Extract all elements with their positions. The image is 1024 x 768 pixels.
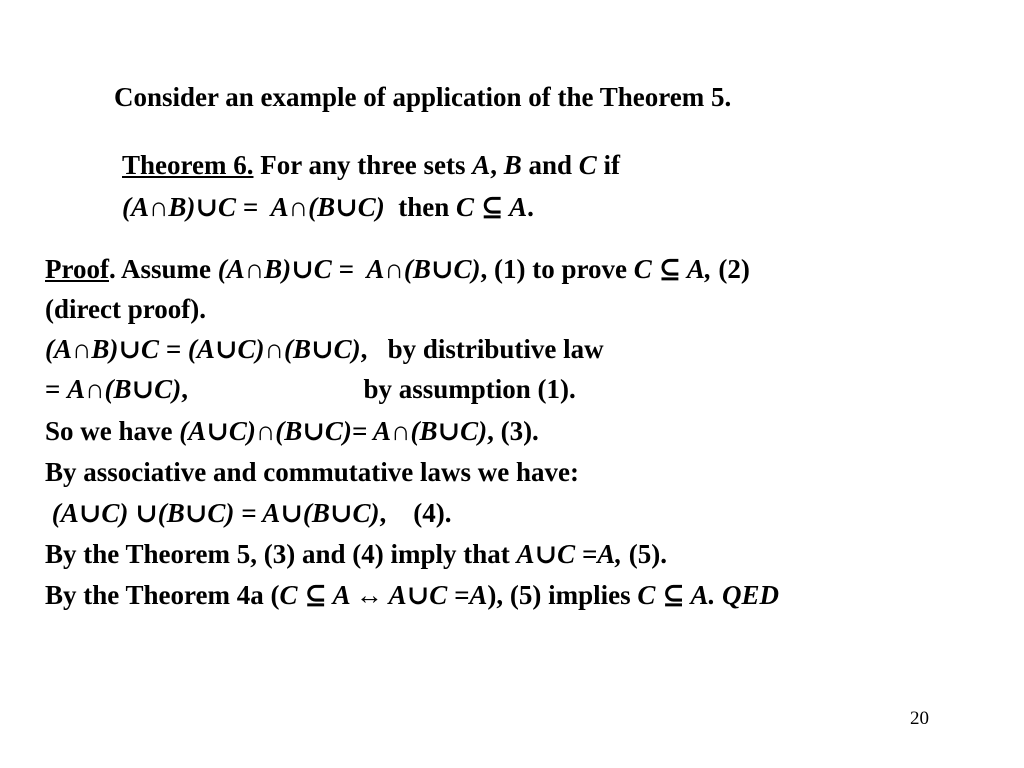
formula: (A∪C)∩(B∪C)= A∩(B∪C) (179, 416, 488, 446)
theorem-label: Theorem 6. (122, 150, 254, 180)
set-b: B (503, 150, 522, 180)
intro-sentence: Consider an example of application of the Theorem 5. (114, 82, 732, 112)
comma: , (490, 150, 504, 180)
proof-text: , (4). (379, 498, 452, 528)
period: . (527, 192, 534, 222)
proof-line-5 (45, 416, 539, 446)
proof-line-4 (45, 374, 576, 404)
theorem-statement-line-2 (122, 192, 534, 222)
proof-text: By the Theorem 4a ( (45, 580, 280, 610)
proof-text: ), (5) implies (487, 580, 638, 610)
formula: C ⊆ A ↔ A∪C =A (279, 580, 488, 610)
proof-text: . Assume (108, 254, 218, 284)
goal-formula: C ⊆ A. (637, 580, 716, 610)
proof-text: (5). (622, 539, 668, 569)
proof-line-2: (direct proof). (45, 294, 206, 324)
formula: A∪C =A, (516, 539, 623, 569)
proof-line-6: By associative and commutative laws we have: (45, 457, 579, 487)
proof-text: , by assumption (1). (181, 374, 576, 404)
proof-line-1 (45, 254, 750, 284)
theorem-hypothesis-formula: (A∩B)∪C = A∩(B∪C) (122, 192, 385, 222)
proof-text: , by distributive law (360, 334, 604, 364)
distributive-formula: (A∩B)∪C = (A∪C)∩(B∪C) (45, 334, 361, 364)
theorem-statement-line-1 (122, 150, 620, 180)
and-word: and (521, 150, 579, 180)
proof-text: So we have (45, 416, 180, 446)
if-word: if (596, 150, 621, 180)
proof-line-3 (45, 334, 604, 364)
goal-formula: C ⊆ A, (633, 254, 712, 284)
theorem-text: For any three sets (253, 150, 473, 180)
then-word: then (384, 192, 456, 222)
proof-text: , (3). (487, 416, 539, 446)
proof-label: Proof (45, 254, 109, 284)
proof-text: By the Theorem 5, (3) and (4) imply that (45, 539, 517, 569)
proof-line-7 (45, 498, 452, 528)
proof-text: , (1) to prove (480, 254, 634, 284)
assumption-formula: (A∩B)∪C = A∩(B∪C) (217, 254, 481, 284)
proof-text: (2) (711, 254, 750, 284)
set-a: A (472, 150, 491, 180)
proof-line-8 (45, 539, 667, 569)
set-c: C (578, 150, 597, 180)
formula: (A∪C) ∪(B∪C) = A∪(B∪C) (45, 498, 380, 528)
proof-line-9 (45, 580, 779, 610)
formula: A∩(B∪C) (67, 374, 182, 404)
theorem-conclusion: C ⊆ A (455, 192, 528, 222)
qed-mark: QED (722, 580, 780, 610)
proof-text: = (45, 374, 68, 404)
page-number: 20 (910, 708, 929, 729)
